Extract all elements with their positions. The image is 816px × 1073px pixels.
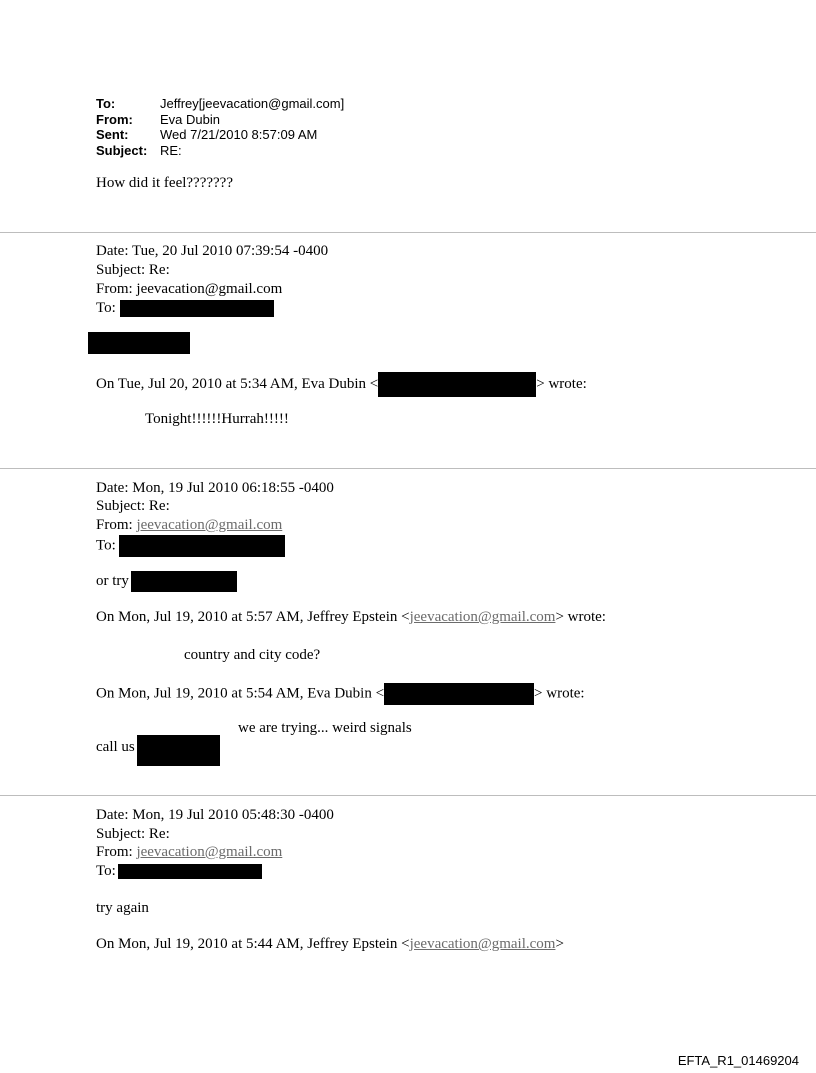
divider	[0, 468, 816, 469]
divider	[0, 232, 816, 233]
header-subject-row	[96, 143, 344, 159]
msg2-from-label: From:	[96, 517, 133, 533]
subject-value: RE:	[160, 142, 182, 158]
msg3-from-line	[96, 843, 282, 862]
header-from-row	[96, 112, 344, 128]
msg3-quote-suffix: >	[555, 936, 564, 952]
msg1-date: Date: Tue, 20 Jul 2010 07:39:54 -0400	[96, 243, 329, 259]
msg2-quote1-suffix: > wrote:	[555, 609, 606, 625]
msg2-subject: Subject: Re:	[96, 498, 170, 514]
msg3-to-line	[96, 862, 262, 881]
redaction-box	[88, 332, 190, 354]
msg2-quote1-line	[96, 608, 606, 627]
msg2-quote2-body: we are trying... weird signals	[238, 720, 412, 736]
msg3-to-label: To:	[96, 863, 116, 879]
msg3-from-label: From:	[96, 844, 133, 860]
header-sent-row	[96, 127, 344, 143]
header-to-row	[96, 96, 344, 112]
msg3-subject: Subject: Re:	[96, 826, 170, 842]
msg1-subject: Subject: Re:	[96, 262, 170, 278]
msg1-quote-prefix: On Tue, Jul 20, 2010 at 5:34 AM, Eva Dubin <	[96, 375, 379, 392]
msg2-to-label: To:	[96, 537, 116, 554]
msg1-quote-suffix: > wrote:	[536, 375, 587, 392]
msg2-call-us: call us	[96, 739, 135, 755]
sent-label: Sent:	[96, 127, 129, 142]
msg3-from-email-link[interactable]: jeevacation@gmail.com	[136, 844, 283, 860]
redaction-box	[120, 300, 274, 317]
msg2-quote2-line	[96, 683, 585, 705]
subject-label: Subject:	[96, 142, 148, 158]
msg2-quote1-body: country and city code?	[184, 647, 321, 663]
msg1-to-label: To:	[96, 300, 116, 316]
msg2-quote1-email-link[interactable]: jeevacation@gmail.com	[409, 609, 556, 625]
msg1-to-line	[96, 299, 274, 318]
from-value: Eva Dubin	[160, 111, 220, 127]
redaction-box	[378, 372, 536, 397]
msg3-body: try again	[96, 900, 149, 916]
msg3-quote-email-link[interactable]: jeevacation@gmail.com	[409, 936, 556, 952]
from-label: From:	[96, 111, 133, 127]
msg2-quote2-prefix: On Mon, Jul 19, 2010 at 5:54 AM, Eva Dubin <	[96, 685, 385, 702]
redaction-box	[131, 571, 237, 592]
sent-value: Wed 7/21/2010 8:57:09 AM	[160, 127, 318, 142]
redaction-box	[118, 864, 262, 879]
msg2-quote1-prefix: On Mon, Jul 19, 2010 at 5:57 AM, Jeffrey Epstein <	[96, 609, 410, 625]
msg2-to-line	[96, 535, 285, 557]
redaction-box	[119, 535, 285, 557]
msg1-quote-body: Tonight!!!!!!Hurrah!!!!!	[145, 411, 289, 427]
msg2-from-line	[96, 516, 282, 535]
msg3-quote-prefix: On Mon, Jul 19, 2010 at 5:44 AM, Jeffrey Epstein <	[96, 936, 410, 952]
to-value: Jeffrey[jeevacation@gmail.com]	[160, 96, 345, 111]
redaction-box	[137, 735, 220, 766]
msg2-from-email-link[interactable]: jeevacation@gmail.com	[136, 517, 283, 533]
msg2-date: Date: Mon, 19 Jul 2010 06:18:55 -0400	[96, 480, 334, 496]
redaction-box	[384, 683, 534, 705]
msg3-quote-line	[96, 935, 564, 954]
body-line: How did it feel???????	[96, 175, 233, 191]
msg3-date: Date: Mon, 19 Jul 2010 05:48:30 -0400	[96, 807, 334, 823]
to-label: To:	[96, 96, 116, 111]
msg1-quote-line	[96, 372, 587, 397]
email-header	[96, 96, 344, 158]
msg2-or-try: or try	[96, 572, 129, 589]
msg1-from: From: jeevacation@gmail.com	[96, 281, 283, 297]
document-id: EFTA_R1_01469204	[677, 1053, 799, 1068]
divider	[0, 795, 816, 796]
msg2-or-try-line	[96, 571, 237, 592]
msg2-quote2-suffix: > wrote:	[534, 685, 585, 702]
